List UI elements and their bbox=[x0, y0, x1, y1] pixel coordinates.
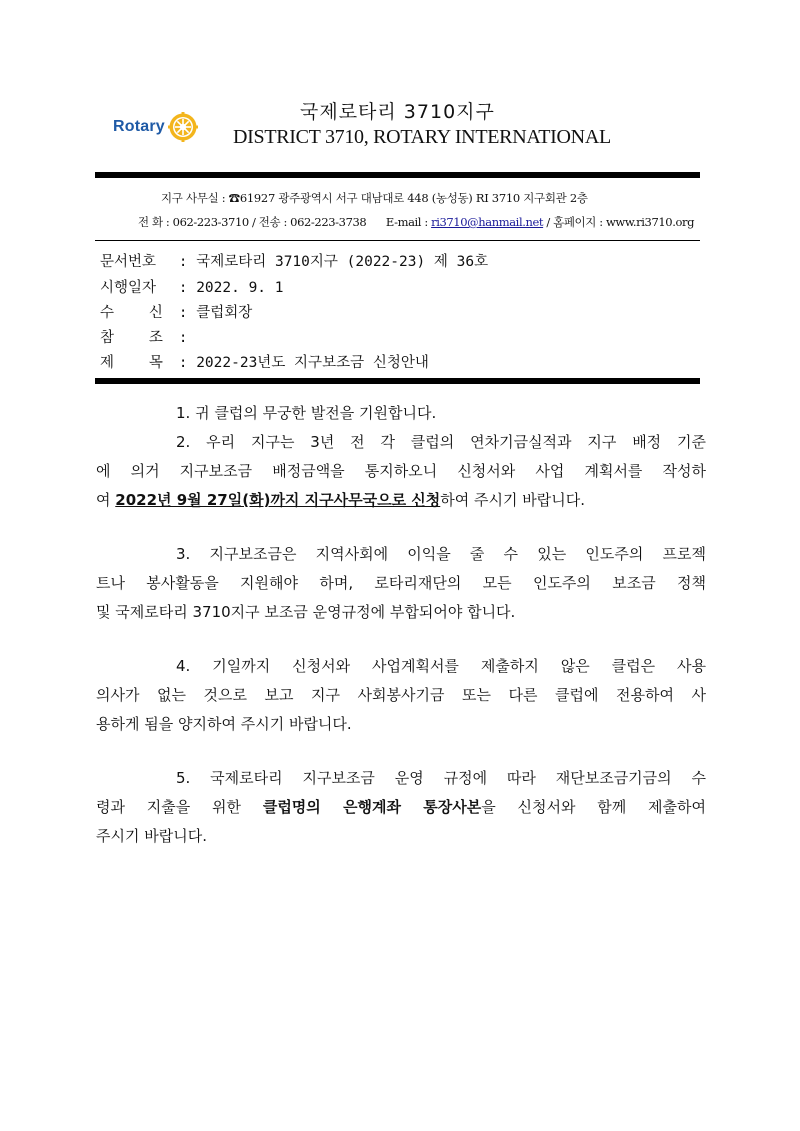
paragraph-line: 에 의거 지구보조금 배정금액을 통지하오니 신청서와 사업 계획서를 작성하 bbox=[96, 462, 706, 480]
deadline-emphasis: 2022년 9월 27일(화)까지 지구사무국으로 신청 bbox=[115, 491, 441, 509]
meta-key: 제 목 bbox=[100, 355, 163, 371]
paragraph-line: 2. 우리 지구는 3년 전 각 클럽의 연차기금실적과 지구 배정 기준 bbox=[176, 433, 706, 451]
paragraph-line: 주시기 바랍니다. bbox=[96, 827, 207, 845]
paragraph-2 bbox=[96, 428, 706, 515]
meta-value: 국제로타리 3710지구 (2022-23) 제 36호 bbox=[196, 254, 489, 270]
text-run: 하여 주시기 바랍니다. bbox=[440, 491, 585, 509]
contact-line bbox=[138, 214, 694, 230]
paragraph-line: 의사가 없는 것으로 보고 지구 사회봉사기금 또는 다른 클럽에 전용하여 사 bbox=[96, 686, 706, 704]
meta-key: 시행일자 bbox=[100, 280, 157, 296]
text-run: 여 bbox=[96, 491, 116, 509]
paragraph-3 bbox=[96, 540, 706, 627]
meta-key: 참 조 bbox=[100, 330, 163, 346]
meta-reference: 참 조 : bbox=[100, 326, 187, 347]
district-title-english: DISTRICT 3710, ROTARY INTERNATIONAL bbox=[233, 126, 611, 148]
meta-key: 수 신 bbox=[100, 305, 163, 321]
meta-date: 시행일자 : 2022. 9. 1 bbox=[100, 276, 284, 297]
paragraph-1 bbox=[96, 399, 706, 428]
paragraph-line bbox=[96, 486, 706, 515]
text-run: 령과 지출을 위한 bbox=[96, 798, 263, 816]
paragraph-5 bbox=[96, 764, 706, 851]
meta-recipient: 수 신 : 클럽회장 bbox=[100, 301, 252, 322]
paragraph-line: 및 국제로타리 3710지구 보조금 운영규정에 부합되어야 합니다. bbox=[96, 603, 516, 621]
office-address: 지구 사무실 : ☎61927 광주광역시 서구 대남대로 448 (농성동) RI 3710 지구회관 2층 bbox=[161, 191, 588, 205]
text-run: 을 신청서와 함께 제출하여 bbox=[481, 798, 706, 816]
paragraph-line bbox=[96, 793, 706, 822]
paragraph-line: 1. 귀 클럽의 무궁한 발전을 기원합니다. bbox=[176, 404, 437, 422]
paragraph-line: 4. 기일까지 신청서와 사업계획서를 제출하지 않은 클럽은 사용 bbox=[176, 657, 706, 675]
meta-value: 2022. 9. 1 bbox=[196, 280, 284, 296]
meta-value: 클럽회장 bbox=[196, 305, 253, 321]
district-title-korean: 국제로타리 3710지구 bbox=[300, 101, 495, 123]
bank-account-emphasis: 클럽명의 은행계좌 통장사본 bbox=[262, 798, 482, 816]
rotary-logo bbox=[113, 107, 203, 147]
email-label: E-mail : bbox=[385, 215, 428, 229]
paragraph-line: 3. 지구보조금은 지역사회에 이익을 줄 수 있는 인도주의 프로젝 bbox=[176, 545, 706, 563]
meta-subject: 제 목 : 2022-23년도 지구보조금 신청안내 bbox=[100, 351, 429, 372]
paragraph-line: 트나 봉사활동을 지원해야 하며, 로타리재단의 모든 인도주의 보조금 정책 bbox=[96, 574, 706, 592]
logo-wordmark: Rotary bbox=[113, 118, 165, 135]
meta-key: 문서번호 bbox=[100, 254, 157, 270]
homepage: / 홈페이지 : www.ri3710.org bbox=[546, 215, 695, 229]
email-link[interactable]: ri3710@hanmail.net bbox=[431, 215, 544, 229]
paragraph-line: 용하게 됨을 양지하여 주시기 바랍니다. bbox=[96, 715, 352, 733]
meta-divider-thick bbox=[95, 378, 700, 384]
meta-value: 2022-23년도 지구보조금 신청안내 bbox=[196, 355, 429, 371]
meta-doc-number: 문서번호 : 국제로타리 3710지구 (2022-23) 제 36호 bbox=[100, 250, 488, 271]
header-divider-thin bbox=[95, 240, 700, 241]
phone-fax: 전 화 : 062-223-3710 / 전송 : 062-223-3738 bbox=[138, 215, 367, 229]
header-divider-thick bbox=[95, 172, 700, 178]
rotary-wheel-icon bbox=[168, 112, 198, 142]
paragraph-line: 5. 국제로타리 지구보조금 운영 규정에 따라 재단보조금기금의 수 bbox=[176, 769, 706, 787]
paragraph-4 bbox=[96, 652, 706, 739]
